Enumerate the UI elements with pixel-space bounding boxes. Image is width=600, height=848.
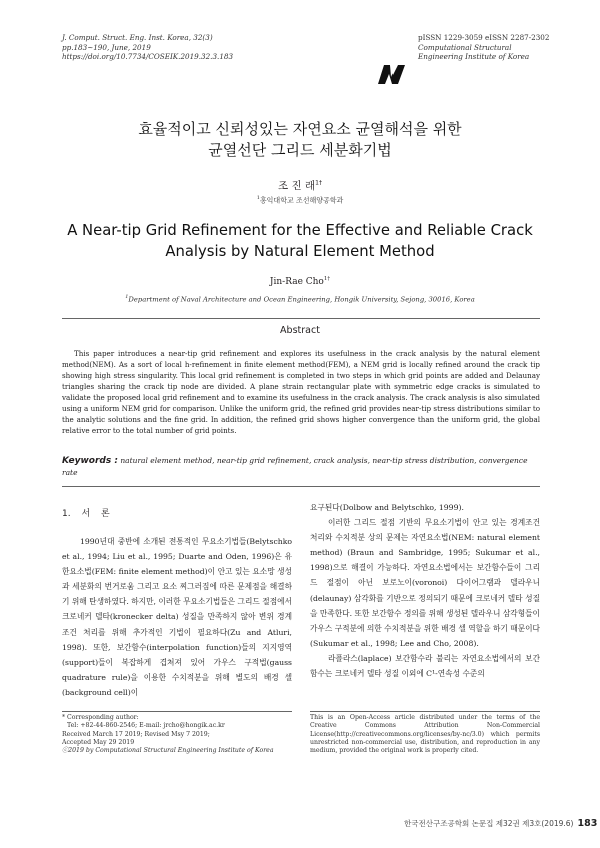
title-english: [0, 220, 600, 262]
page-number: 183: [577, 818, 598, 829]
keywords-list: natural element method, near-tip grid refinement, crack analysis, near-tip stress distribution, convergence rate: [62, 456, 528, 477]
paragraph: 1990년대 중반에 소개된 전통적인 무요소기법들(Belytschko et al., 1994; Liu et al., 1995; Duarte and Oden, 1996)은 유한요소법(FEM: finite element method)이 안고 있는 요소망 생성과 세분화의 번거로움 그리고 요소 찌그러짐에 따른 문제점을 해결하기 위해 탄생하였다. 하지만, 이러한 무요소기법들은 그리드 절점에서 크로네커 델타(kronecker delta) 성질을 만족하지 않아 변위 경계조건 처리를 위해 추가적인 기법이 필요하다(Zu and Atluri, 1998). 또한, 보간함수(interpolation function)들의 지지영역(support)들이 복잡하게 겹쳐져 있어 가우스 구적법(gauss quadrature rule)을 이용한 수치적분을 위해 별도의 배경 셀(background cell)이: [62, 537, 292, 697]
author-korean: [0, 178, 600, 193]
citation-line-2: pp.183~190, June, 2019: [62, 42, 151, 52]
author-english-sup: 1†: [323, 276, 331, 282]
abstract-top-rule: [62, 318, 540, 319]
affiliation-korean-sup: 1: [256, 195, 260, 201]
affiliation-english: [0, 294, 600, 303]
footnote-left: [62, 714, 297, 755]
author-english-name: Jin-Rae Cho: [269, 277, 324, 287]
affiliation-korean-text: 홍익대학교 조선해양공학과: [259, 196, 344, 205]
author-english: [0, 276, 600, 287]
abstract-text: This paper introduces a near-tip grid refinement and explores its usefulness in the crack analysis by the natural element method(NEM). As a sort of local h-refinement in finite element method(FEM), a NEM grid is locally refined around the crack tip showing high stress singularity. This local grid refinement is completed in two steps in which grid points are added and Delaunay triangles sharing the crack tip node are divided. A plane strain rectangular plate with symmetric edge cracks is simulated to validate the proposed local grid refinement and to examine its usefulness in the crack analysis. The crack analysis is also simulated using a uniform NEM grid for comparison. Unlike the uniform grid, the refined grid provides near-tip stress distributions similar to the analytic solutions and the fine grid. In addition, the refined grid shows higher convergence than the uniform grid, the global relative error to the total number of grid points.: [62, 349, 540, 435]
paragraph: 요구된다(Dolbow and Belytschko, 1999).: [310, 503, 464, 512]
citation-line-1: J. Comput. Struct. Eng. Inst. Korea, 32(3): [62, 33, 213, 42]
doi-link[interactable]: https://doi.org/10.7734/COSEIK.2019.32.3.183: [62, 52, 234, 62]
title-korean: [0, 119, 600, 161]
publisher-line-2: Engineering Institute of Korea: [418, 52, 530, 62]
page-footer: [404, 818, 597, 829]
keywords: [62, 455, 540, 478]
author-korean-name: 조 진 래: [278, 180, 316, 192]
title-english-line-1: A Near-tip Grid Refinement for the Effective and Reliable Crack: [67, 222, 533, 239]
paragraph: 이러한 그리드 절점 기반의 무요소기법이 안고 있는 경계조건 처리와 수치적분 상의 문제는 자연요소법(NEM: natural element method) (Braun and Sambridge, 1995; Sukumar et al., 1998)으로 해결이 가능하다. 자연요소법에서는 보간함수들이 그리드 절점이 아닌 보로노이(voronoi) 다이어그램과 델라우니(delaunay) 삼각화를 기반으로 정의되기 때문에 크로네커 델타 성질을 만족한다. 또한 보간함수 정의를 위해 생성된 델라우니 삼각형들이 가우스 구적분에 의한 수치적분을 위한 배경 셀 역할을 하기 때문이다(Sukumar et al., 1998; Lee and Cho, 2008).: [310, 518, 540, 648]
received-dates: Received March 17 2019; Revised Msy 7 2019;: [62, 730, 210, 738]
abstract-heading: Abstract: [280, 325, 320, 336]
footnote-rule-right: [310, 711, 540, 712]
keywords-label: Keywords :: [62, 456, 118, 466]
corresponding-author-label: * Corresponding author:: [62, 714, 139, 721]
title-korean-line-2: 균열선단 그리드 세분화기법: [208, 141, 392, 159]
open-access-notice: This is an Open-Access article distributed under the terms of the Creative Commons Attribution Non-Commercial License(http://creativecommons.org/licenses/by-nc/3.0) which permits unrestricted non-commercial use, distribution, and reproduction in any medium, provided the original work is properly cited.: [310, 714, 540, 755]
footnote-rule-left: [62, 711, 292, 712]
affiliation-english-sup: 1: [125, 294, 129, 300]
copyright: ⓒ2019 by Computational Structural Engineering Institute of Korea: [62, 747, 274, 755]
section-heading: 1. 서 론: [62, 509, 110, 519]
body-left-column: [62, 534, 292, 700]
issn: pISSN 1229-3059 eISSN 2287-2302: [418, 33, 550, 42]
publisher-line-1: Computational Structural: [418, 42, 512, 52]
keywords-bottom-rule: [62, 486, 540, 487]
issn-block: [418, 33, 549, 62]
affiliation-korean: [0, 195, 600, 205]
affiliation-english-text: Department of Naval Architecture and Ocean Engineering, Hongik University, Sejong, 30016, Korea: [128, 295, 475, 304]
title-korean-line-1: 효율적이고 신뢰성있는 자연요소 균열해석을 위한: [138, 120, 462, 138]
title-english-line-2: Analysis by Natural Element Method: [165, 243, 435, 260]
journal-footer: 한국전산구조공학회 논문집 제32권 제3호(2019.6): [404, 819, 574, 828]
paragraph: 라플라스(laplace) 보간함수라 불리는 자연요소법에서의 보간함수는 크로네커 델타 성질 이외에 C¹-연속성 수준의: [310, 653, 540, 679]
body-right-column: [310, 500, 540, 681]
corresponding-author-contact: Tel: +82-44-860-2546; E-mail: jrcho@hongik.ac.kr: [67, 722, 225, 730]
journal-logo-icon: [376, 63, 408, 89]
author-korean-sup: 1†: [315, 179, 322, 187]
journal-citation: [62, 33, 233, 62]
accepted-date: Accepted May 29 2019: [62, 738, 135, 746]
